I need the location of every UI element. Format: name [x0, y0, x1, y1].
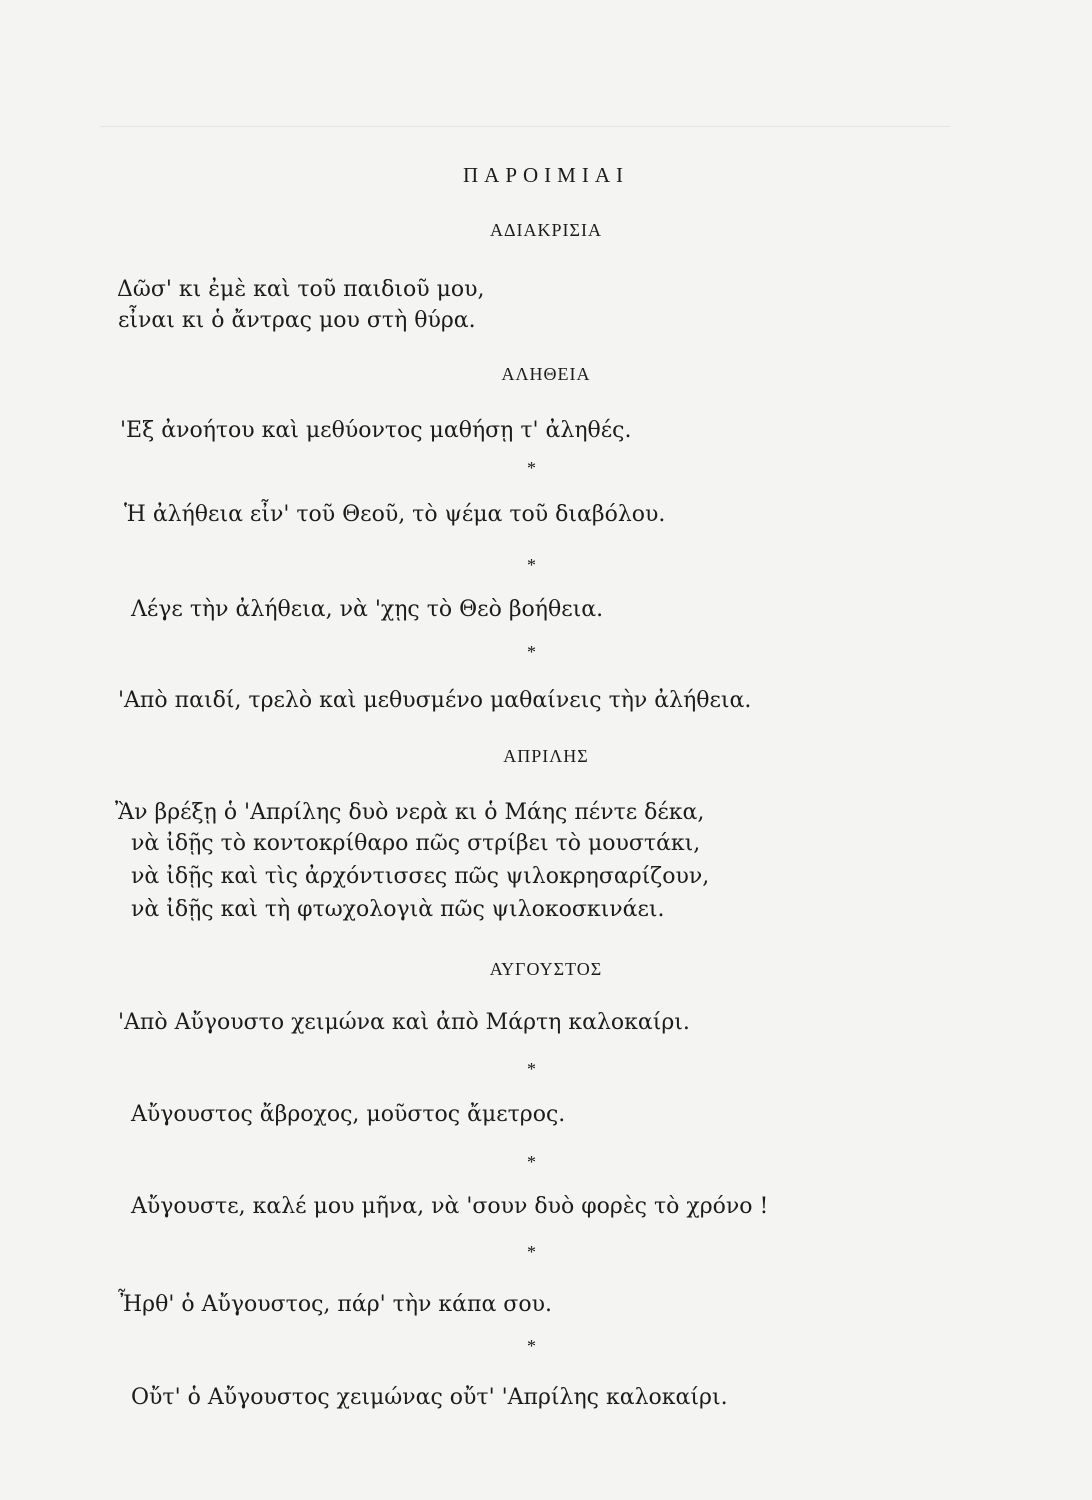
proverb-line: 'Απὸ παιδί, τρελὸ καὶ μεθυσμένο μαθαίνεις τὴν ἀλήθεια.	[118, 688, 752, 713]
section-heading-aprilis: ΑΠΡΙΛΗΣ	[503, 746, 589, 766]
bleed-through-rule	[100, 86, 950, 127]
proverb-line: 'Εξ ἀνοήτου καὶ μεθύοντος μαθήσῃ τ' ἀληθές.	[120, 418, 632, 443]
section-heading-aletheia: ΑΛΗΘΕΙΑ	[501, 364, 591, 384]
separator-asterisk: *	[527, 1152, 536, 1172]
proverb-line: Ἦρθ' ὁ Αὔγουστος, πάρ' τὴν κάπα σου.	[118, 1292, 552, 1317]
proverb-line: Αὔγουστος ἄβροχος, μοῦστος ἄμετρος.	[131, 1102, 566, 1127]
proverb-line: Λέγε τὴν ἀλήθεια, νὰ 'χῃς τὸ Θεὸ βοήθεια.	[131, 597, 604, 622]
proverb-line: Ἡ ἀλήθεια εἶν' τοῦ Θεοῦ, τὸ ψέμα τοῦ διαβόλου.	[124, 502, 666, 527]
section-heading-avgoustos: ΑΥΓΟΥΣΤΟΣ	[489, 959, 603, 979]
proverb-line: Δῶσ' κι ἐμὲ καὶ τοῦ παιδιοῦ μου,	[117, 277, 485, 302]
proverb-line: νὰ ἰδῇς καὶ τὶς ἀρχόντισσες πῶς ψιλοκρησαρίζουν,	[131, 864, 710, 889]
proverb-line: εἶναι κι ὁ ἄντρας μου στὴ θύρα.	[118, 308, 476, 333]
proverb-line: 'Απὸ Αὔγουστο χειμώνα καὶ ἀπὸ Μάρτη καλοκαίρι.	[118, 1010, 690, 1035]
proverb-line: νὰ ἰδῇς τὸ κοντοκρίθαρο πῶς στρίβει τὸ μουστάκι,	[131, 831, 701, 856]
separator-asterisk: *	[527, 1336, 536, 1356]
proverb-line: νὰ ἰδῇς καὶ τὴ φτωχολογιὰ πῶς ψιλοκοσκινάει.	[131, 897, 665, 922]
separator-asterisk: *	[527, 1242, 536, 1262]
separator-asterisk: *	[527, 555, 536, 575]
separator-asterisk: *	[527, 458, 536, 478]
separator-asterisk: *	[527, 1059, 536, 1079]
section-heading-adiakrisia: ΑΔΙΑΚΡΙΣΙΑ	[489, 220, 603, 240]
proverb-line: Ἂν βρέξῃ ὁ 'Απρίλης δυὸ νερὰ κι ὁ Μάης πέντε δέκα,	[115, 800, 705, 825]
separator-asterisk: *	[527, 642, 536, 662]
proverb-line: Αὔγουστε, καλέ μου μῆνα, νὰ 'σουν δυὸ φορὲς τὸ χρόνο !	[131, 1194, 769, 1219]
page-title: ΠΑΡΟΙΜΙΑΙ	[463, 163, 629, 187]
proverb-line: Οὔτ' ὁ Αὔγουστος χειμώνας οὔτ' 'Απρίλης καλοκαίρι.	[131, 1385, 728, 1410]
